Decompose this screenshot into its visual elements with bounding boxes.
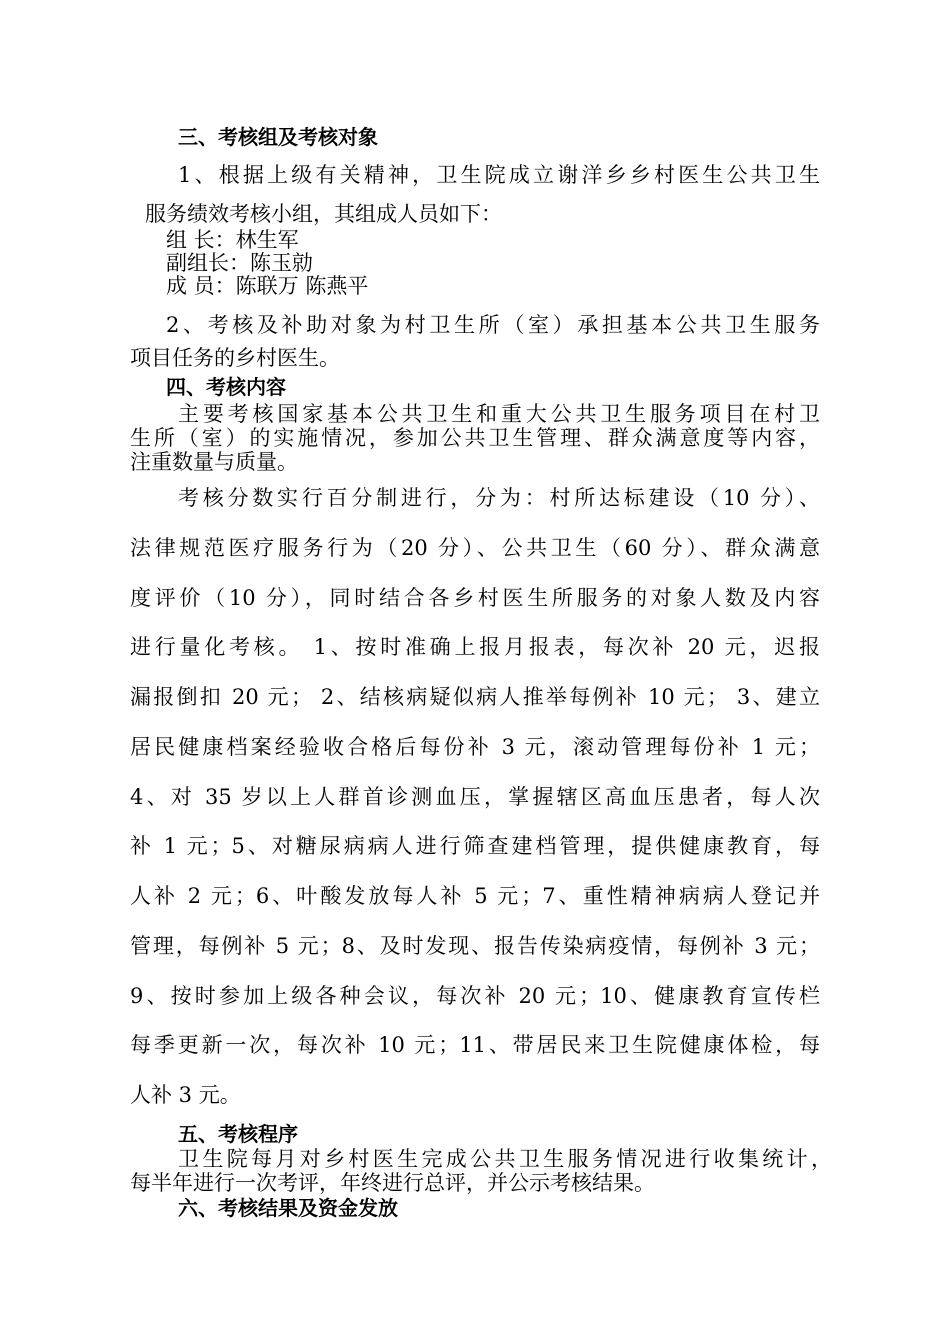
section-5-heading: 五、考核程序 bbox=[178, 1122, 298, 1146]
section-4-paragraph-2-line: 管理，每例补 5 元；8、及时发现、报告传染病疫情，每例补 3 元； bbox=[130, 934, 820, 958]
section-4-paragraph-2-line: 4、对 35 岁以上人群首诊测血压，掌握辖区高血压患者，每人次 bbox=[130, 785, 820, 809]
section-3-heading: 三、考核组及考核对象 bbox=[178, 125, 378, 149]
section-4-paragraph-2-line: 漏报倒扣 20 元； 2、结核病疑似病人推举每例补 10 元； 3、建立 bbox=[130, 685, 820, 709]
section-4-paragraph-1-line-3: 注重数量与质量。 bbox=[130, 450, 298, 474]
section-3-paragraph-1-line-2: 服务绩效考核小组，其组成人员如下： bbox=[145, 202, 502, 226]
section-4-paragraph-2-line: 进行量化考核。 1、按时准确上报月报表，每次补 20 元，迟报 bbox=[130, 635, 820, 659]
section-4-paragraph-2-line: 法律规范医疗服务行为（20 分）、公共卫生（60 分）、群众满意 bbox=[130, 536, 820, 560]
section-3-paragraph-2-line-1: 2、考核及补助对象为村卫生所（室）承担基本公共卫生服务 bbox=[166, 313, 820, 337]
section-4-paragraph-2-line: 9、按时参加上级各种会议，每次补 20 元；10、健康教育宣传栏 bbox=[130, 984, 820, 1008]
section-3-paragraph-2-line-2: 项目任务的乡村医生。 bbox=[130, 346, 340, 370]
section-4-paragraph-2-line: 居民健康档案经验收合格后每份补 3 元，滚动管理每份补 1 元； bbox=[130, 735, 820, 759]
section-6-heading: 六、考核结果及资金发放 bbox=[178, 1196, 398, 1220]
section-4-paragraph-2-line: 补 1 元；5、对糖尿病病人进行筛查建档管理，提供健康教育，每 bbox=[130, 834, 820, 858]
section-4-paragraph-2-line: 考核分数实行百分制进行，分为：村所达标建设（10 分）、 bbox=[178, 486, 820, 510]
section-4-heading: 四、考核内容 bbox=[166, 375, 286, 399]
section-4-paragraph-2-line: 人补 2 元；6、叶酸发放每人补 5 元；7、重性精神病病人登记并 bbox=[130, 884, 820, 908]
section-3-paragraph-1-line-1: 1、根据上级有关精神，卫生院成立谢洋乡乡村医生公共卫生 bbox=[178, 163, 820, 187]
section-4-paragraph-2-line: 人补 3 元。 bbox=[130, 1083, 241, 1107]
section-4-paragraph-2-line: 每季更新一次，每次补 10 元；11、带居民来卫生院健康体检，每 bbox=[130, 1033, 820, 1057]
section-4-paragraph-2-line: 度评价（10 分），同时结合各乡村医生所服务的对象人数及内容 bbox=[130, 586, 820, 610]
group-vice-leader: 副组长：陈玉勍 bbox=[166, 251, 313, 275]
section-4-paragraph-1-line-1: 主要考核国家基本公共卫生和重大公共卫生服务项目在村卫 bbox=[178, 402, 820, 426]
section-4-paragraph-1-line-2: 生所（室）的实施情况，参加公共卫生管理、群众满意度等内容， bbox=[130, 426, 820, 450]
group-leader: 组 长：林生军 bbox=[166, 228, 299, 252]
section-5-paragraph-line-1: 卫生院每月对乡村医生完成公共卫生服务情况进行收集统计， bbox=[178, 1147, 832, 1171]
section-5-paragraph-line-2: 每半年进行一次考评，年终进行总评，并公示考核结果。 bbox=[130, 1171, 655, 1195]
group-members: 成 员：陈联万 陈燕平 bbox=[166, 274, 369, 298]
